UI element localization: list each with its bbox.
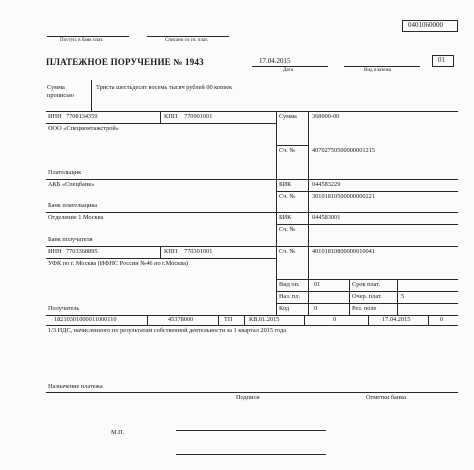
grid-line: [276, 191, 458, 192]
grid-line: [46, 179, 458, 180]
payer-sum: 368000-00: [312, 113, 340, 120]
grid-line: [147, 315, 148, 325]
grid-line: [276, 224, 458, 225]
payee-bank-label: Банк получателя: [48, 236, 93, 243]
payment-type-line: [344, 66, 420, 67]
grid-line: [276, 111, 277, 315]
grid-line: [244, 315, 245, 325]
payee-account-label: Сч. №: [279, 248, 296, 255]
grid-line: [428, 315, 429, 325]
amount-words-divider: [91, 80, 92, 111]
grid-line: [368, 315, 369, 325]
payee-kpp-label: КПП: [164, 248, 178, 255]
grid-line: [46, 246, 458, 247]
payee-bank-bik: 044583001: [312, 214, 341, 221]
debited-label: Списано со сч. плат.: [165, 38, 209, 43]
payer-bank-account-label: Сч. №: [279, 193, 296, 200]
tax-type: 0: [440, 316, 444, 323]
code-label: Код: [279, 305, 290, 312]
payer-account: 40702750500000001215: [312, 147, 375, 154]
grid-line: [46, 212, 458, 213]
payee-inn: 7703368895: [66, 248, 98, 255]
purpose-code-label: Наз. пл.: [279, 293, 301, 300]
grid-line: [160, 246, 161, 258]
stamp-label: М.П.: [111, 429, 125, 436]
op-type-label: Вид оп.: [279, 281, 300, 288]
status-code: 01: [438, 56, 445, 64]
grid-line: [46, 325, 458, 326]
document-date: 17.04.2015: [259, 57, 291, 65]
payment-type-label: Вид платежа: [364, 68, 392, 73]
payee-kpp: 770301001: [184, 248, 213, 255]
purpose-label: Назначение платежа: [48, 383, 103, 390]
grid-line: [276, 145, 308, 146]
grid-line: [46, 258, 276, 259]
received-line: [47, 36, 129, 37]
grid-line: [349, 279, 350, 315]
purpose-divider: [46, 392, 458, 393]
received-label: Поступ. в банк плат.: [60, 38, 104, 43]
term-label: Срок плат.: [352, 281, 381, 288]
payer-sum-label: Сумма: [279, 113, 297, 120]
reserve-label: Рез. поле: [352, 305, 377, 312]
payee-bank-name: Отделение 1 Москва: [48, 214, 104, 221]
tax-oktmo: 45378000: [168, 316, 194, 323]
bank-marks-label: Отметки банка: [366, 394, 406, 401]
payer-kpp-label: КПП: [164, 113, 178, 120]
payer-bank-bik-label: БИК: [279, 181, 292, 188]
code-value: 0: [314, 305, 318, 312]
payee-bank-account-label: Сч. №: [279, 226, 296, 233]
payer-bank-account: 30101810500000000221: [312, 193, 375, 200]
payee-inn-label: ИНН: [48, 248, 62, 255]
grid-line: [308, 111, 309, 315]
grid-line: [218, 315, 219, 325]
payer-kpp: 770901001: [184, 113, 213, 120]
grid-line: [276, 279, 458, 280]
payer-inn-label: ИНН: [48, 113, 62, 120]
debited-line: [147, 36, 229, 37]
op-type: 01: [314, 281, 321, 288]
grid-line: [304, 315, 305, 325]
amount-words-label: Сумма: [47, 84, 65, 91]
payer-role-label: Плательщик: [48, 169, 82, 176]
payee-account: 40101810800000010041: [312, 248, 375, 255]
payee-role-label: Получатель: [48, 305, 80, 312]
tax-kbk: 18210301000011000110: [54, 316, 117, 323]
amount-words-label-2: прописью: [47, 92, 74, 99]
payer-bank-name: АКБ «Спецбанк»: [48, 181, 95, 188]
purpose-text: 1/3 НДС, начисленного по результатам собственной деятельности за 1 квартал 2015 года: [48, 327, 287, 334]
grid-line: [46, 111, 458, 112]
grid-line: [276, 303, 458, 304]
tax-basis: ТП: [224, 316, 233, 323]
tax-doc-date: 17.04.2015: [382, 316, 411, 323]
payee-name: УФК по г. Москва (ИФНС России №46 по г.Москва): [48, 260, 189, 267]
payer-name: ООО «Спецмонтажстрой»: [48, 125, 119, 132]
signature-line-2: [176, 454, 326, 455]
grid-line: [397, 279, 398, 315]
payer-bank-bik: 044583229: [312, 181, 341, 188]
payer-inn: 7708134359: [66, 113, 98, 120]
grid-line: [46, 123, 276, 124]
tax-doc-number: 0: [333, 316, 337, 323]
form-code: 0401060000: [408, 21, 443, 29]
tax-period: КВ.01.2015: [249, 316, 280, 323]
amount-words-text: Триста шестьдесят восемь тысяч рублей 00 копеек: [96, 84, 233, 91]
order-label: Очер. плат.: [352, 293, 382, 300]
grid-line: [276, 291, 458, 292]
signatures-label: Подписи: [236, 394, 260, 401]
payer-bank-label: Банк плательщика: [48, 202, 98, 209]
date-line: [252, 66, 328, 67]
date-label: Дата: [283, 68, 293, 73]
document-title: ПЛАТЕЖНОЕ ПОРУЧЕНИЕ № 1943: [46, 57, 204, 67]
order-value: 5: [401, 293, 405, 300]
grid-line: [160, 111, 161, 123]
signature-line-1: [176, 430, 326, 431]
payer-account-label: Сч. №: [279, 147, 296, 154]
payee-bank-bik-label: БИК: [279, 214, 292, 221]
